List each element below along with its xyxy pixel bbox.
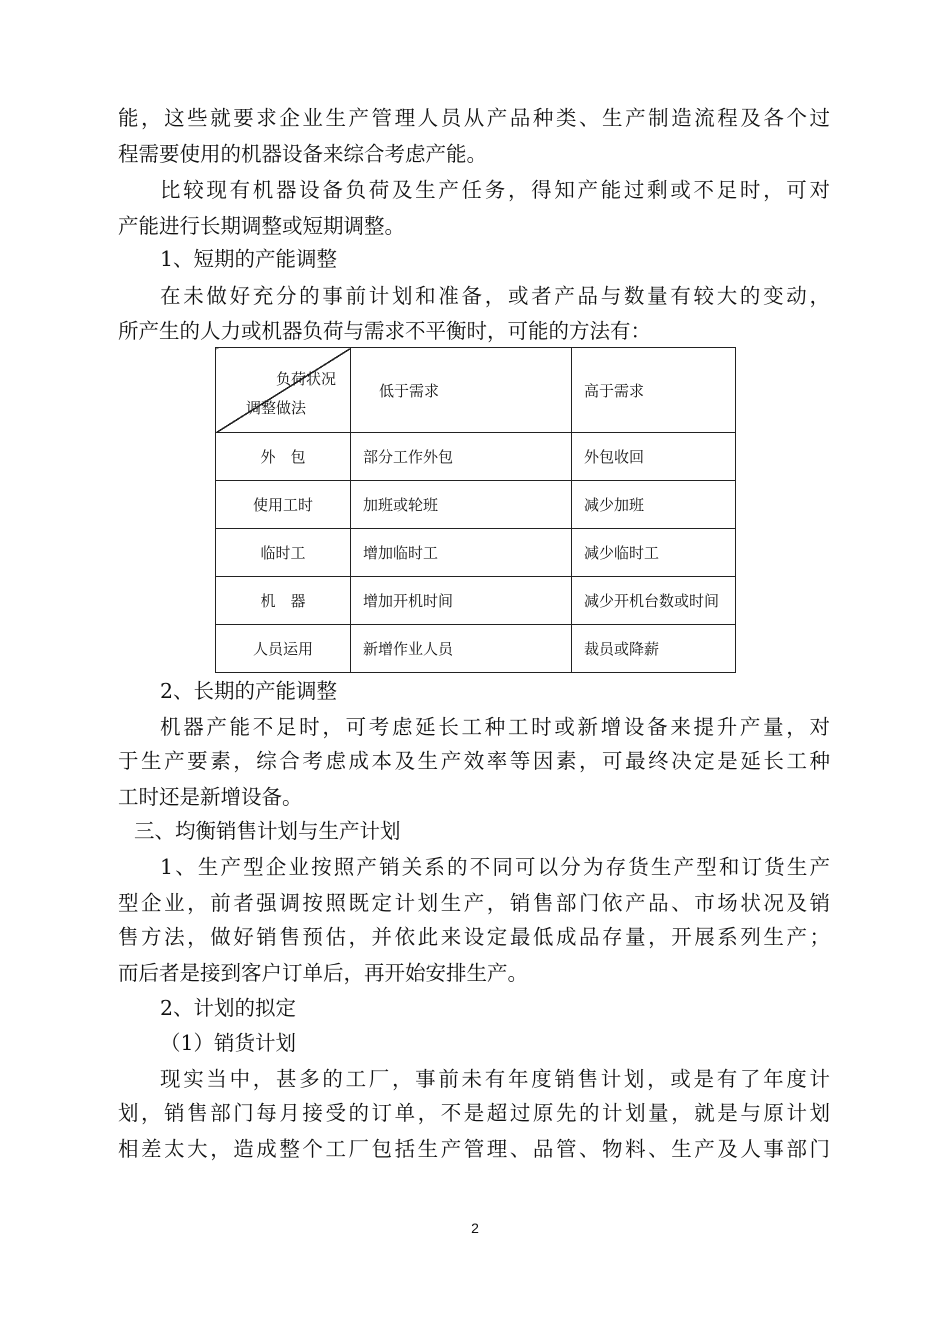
high-demand-cell: 减少临时工 (572, 529, 736, 577)
table-row (216, 529, 736, 577)
paragraph-line: 型企业，前者强调按照既定计划生产，销售部门依产品、市场状况及销 (118, 891, 830, 915)
method-cell: 人员运用 (216, 625, 351, 673)
page-number: 2 (471, 1220, 479, 1236)
subsection-heading: （1）销货计划 (160, 1031, 297, 1055)
method-cell: 临时工 (216, 529, 351, 577)
capacity-adjustment-table (215, 347, 736, 673)
corner-label-method: 调整做法 (246, 399, 307, 417)
high-demand-cell: 减少加班 (572, 481, 736, 529)
paragraph-line: 而后者是接到客户订单后，再开始安排生产。 (118, 961, 528, 985)
table-row (216, 577, 736, 625)
low-demand-cell: 加班或轮班 (351, 481, 572, 529)
diagonal-header-cell (216, 348, 351, 433)
section-heading: 2、长期的产能调整 (160, 679, 338, 703)
paragraph-line: 在未做好充分的事前计划和准备，或者产品与数量有较大的变动， (160, 284, 830, 308)
low-demand-cell: 增加临时工 (351, 529, 572, 577)
paragraph-line: 售方法，做好销售预估，并依此来设定最低成品存量，开展系列生产； (118, 925, 830, 949)
paragraph-line: 相差太大，造成整个工厂包括生产管理、品管、物料、生产及人事部门 (118, 1137, 830, 1161)
table-header-row (216, 348, 736, 433)
high-demand-cell: 裁员或降薪 (572, 625, 736, 673)
table-row (216, 481, 736, 529)
section-heading: 三、均衡销售计划与生产计划 (134, 819, 401, 843)
table-row (216, 625, 736, 673)
low-demand-cell: 增加开机时间 (351, 577, 572, 625)
method-cell: 机 器 (216, 577, 351, 625)
paragraph-line: 现实当中，甚多的工厂，事前未有年度销售计划，或是有了年度计 (160, 1067, 830, 1091)
method-cell: 外 包 (216, 433, 351, 481)
table-row (216, 433, 736, 481)
low-demand-cell: 新增作业人员 (351, 625, 572, 673)
paragraph-line: 机器产能不足时，可考虑延长工种工时或新增设备来提升产量，对 (160, 715, 830, 739)
corner-label-load: 负荷状况 (275, 370, 336, 388)
method-cell: 使用工时 (216, 481, 351, 529)
low-demand-cell: 部分工作外包 (351, 433, 572, 481)
paragraph-line: 程需要使用的机器设备来综合考虑产能。 (118, 142, 487, 166)
section-heading: 1、短期的产能调整 (160, 247, 338, 271)
paragraph-line: 比较现有机器设备负荷及生产任务，得知产能过剩或不足时，可对 (160, 178, 830, 202)
paragraph-line: 划，销售部门每月接受的订单，不是超过原先的计划量，就是与原计划 (118, 1101, 830, 1125)
column-header-high: 高于需求 (572, 348, 736, 433)
column-header-low: 低于需求 (351, 348, 572, 433)
paragraph-line: 所产生的人力或机器负荷与需求不平衡时，可能的方法有： (118, 319, 651, 343)
paragraph-line: 1、生产型企业按照产销关系的不同可以分为存货生产型和订货生产 (160, 855, 830, 879)
high-demand-cell: 外包收回 (572, 433, 736, 481)
section-heading: 2、计划的拟定 (160, 996, 297, 1020)
high-demand-cell: 减少开机台数或时间 (572, 577, 736, 625)
paragraph-line: 工时还是新增设备。 (118, 785, 303, 809)
paragraph-line: 于生产要素，综合考虑成本及生产效率等因素，可最终决定是延长工种 (118, 749, 830, 773)
paragraph-line: 产能进行长期调整或短期调整。 (118, 214, 405, 238)
paragraph-line: 能，这些就要求企业生产管理人员从产品种类、生产制造流程及各个过 (118, 106, 830, 130)
